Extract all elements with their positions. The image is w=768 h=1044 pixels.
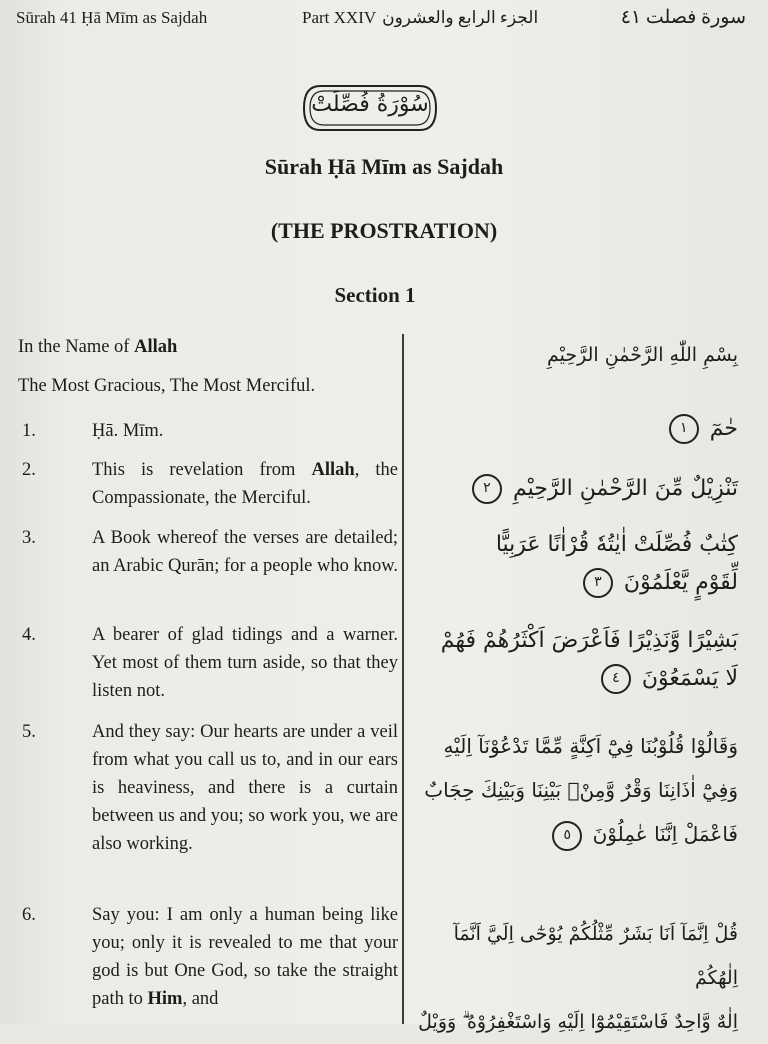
header-part-en: Part XXIV: [302, 8, 376, 27]
verse-text: [92, 456, 398, 512]
verse-number: 4.: [22, 625, 36, 645]
verse-text-bold: Allah: [311, 460, 355, 480]
verse-ar-3: [418, 526, 738, 602]
verse-ar-line-wrap: [418, 660, 738, 698]
verse-text: Ḥā. Mīm.: [92, 421, 164, 441]
column-divider: [402, 334, 404, 1024]
surah-subtitle: (THE PROSTRATION): [270, 218, 498, 243]
bismillah-en-bold: Allah: [134, 337, 178, 357]
header-surah-ar: سورة فصلت ٤١: [620, 7, 746, 28]
verse-text-bold: Him: [147, 989, 183, 1009]
verse-ar-line: بَشِيْرًا وَّنَذِيْرًا فَاَعْرَضَ اَكْثَرُهُمْ فَهُمْ: [440, 628, 738, 653]
header-part-ar: الجزء الرابع والعشرون: [382, 8, 539, 27]
surah-title: Sūrah Ḥā Mīm as Sajdah: [264, 154, 504, 179]
surah-title-ar: سُوْرَةُ فُصِّلَتْ: [311, 92, 429, 117]
verse-ar-1: [418, 410, 738, 448]
running-head: [0, 6, 768, 32]
verse-text: A Book whereof the verses are detailed; an Arabic Qurān; for a people who know.: [92, 528, 399, 576]
header-surah-name: Sūrah 41 Ḥā Mīm as Sajdah: [16, 8, 208, 27]
verse-end-marker: ١: [669, 414, 699, 444]
verse-end-marker: ٤: [601, 664, 631, 694]
verse-number: 2.: [22, 460, 36, 480]
verse-ar-4: [418, 622, 738, 698]
surah-title-cartouche: [300, 82, 440, 134]
verse-end-marker: ٢: [472, 474, 502, 504]
header-part: [302, 8, 538, 28]
verse-ar-line: كِتٰبٌ فُصِّلَتْ اٰيٰتُهٗ قُرْاٰنًا عَرَبِيًّا: [495, 532, 738, 557]
verse-text-part: This is revelation from: [92, 460, 312, 480]
verse-text: A bearer of glad tidings and a warner. Yet most of them turn aside, so that they listen not.: [92, 625, 398, 701]
verse-text: [92, 901, 398, 1013]
verse-text-part: , and: [182, 989, 219, 1009]
verse-number: 1.: [22, 421, 36, 441]
bismillah-en-line1: [18, 337, 177, 358]
verse-text: And they say: Our hearts are under a veil from what you call us to, and in our ears is heaviness, and there is a curtain between us and you; so work you, we are also working.: [92, 722, 398, 854]
verse-text-part: , the Compassionate, the Merciful.: [92, 460, 398, 508]
verse-ar-line: وَقَالُوْا قُلُوْبُنَا فِيْٓ اَكِنَّةٍ مِّمَّا تَدْعُوْنَآ اِلَيْهِ: [443, 734, 738, 758]
verse-number: 3.: [22, 528, 36, 548]
verse-text-part: Say you: I am only a human being like you; only it is revealed to me that your god is but One God, so take the straight path to: [92, 905, 398, 1009]
bismillah-en-prefix: In the Name of: [18, 337, 135, 357]
verse-number: 5.: [22, 722, 36, 742]
verse-ar-line: تَنْزِيْلٌ مِّنَ الرَّحْمٰنِ الرَّحِيْمِ: [512, 476, 738, 501]
section-heading: Section 1: [334, 283, 416, 307]
verse-ar-line: لِّقَوْمٍ يَّعْلَمُوْنَ: [623, 570, 738, 595]
verse-ar-line: قُلْ اِنَّمَآ اَنَا بَشَرٌ مِّثْلُكُمْ يُوْحٰٓى اِلَيَّ اَنَّمَآ اِلٰهُكُمْ: [453, 923, 738, 989]
verse-end-marker: ٣: [583, 568, 613, 598]
verse-ar-5: [418, 724, 738, 856]
verse-ar-line: اِلٰهٌ وَّاحِدٌ فَاسْتَقِيْمُوْٓا اِلَيْهِ وَاسْتَغْفِرُوْهُ ۗ وَوَيْلٌ: [418, 1011, 738, 1033]
verse-ar-line: لَا يَسْمَعُوْنَ: [641, 666, 738, 691]
verse-ar-line: وَفِيْٓ اٰذَانِنَا وَقْرٌ وَّمِنْۢ بَيْنِنَا وَبَيْنِكَ حِجَابٌ: [424, 778, 738, 802]
verse-end-marker: ٥: [552, 821, 582, 851]
verse-ar-line-wrap: [418, 564, 738, 602]
verse-ar-line-wrap: [418, 812, 738, 856]
verse-ar-2: [418, 470, 738, 508]
bismillah-en-line2: The Most Gracious, The Most Merciful.: [18, 376, 316, 396]
verse-number: 6.: [22, 905, 36, 925]
bismillah-ar: بِسْمِ اللّٰهِ الرَّحْمٰنِ الرَّحِيْمِ: [547, 344, 738, 366]
verse-ar-line: فَاعْمَلْ اِنَّنَا عٰمِلُوْنَ: [592, 822, 738, 846]
verse-ar-6: [418, 912, 738, 1044]
verse-ar-line: حٰمٓ: [709, 416, 738, 441]
